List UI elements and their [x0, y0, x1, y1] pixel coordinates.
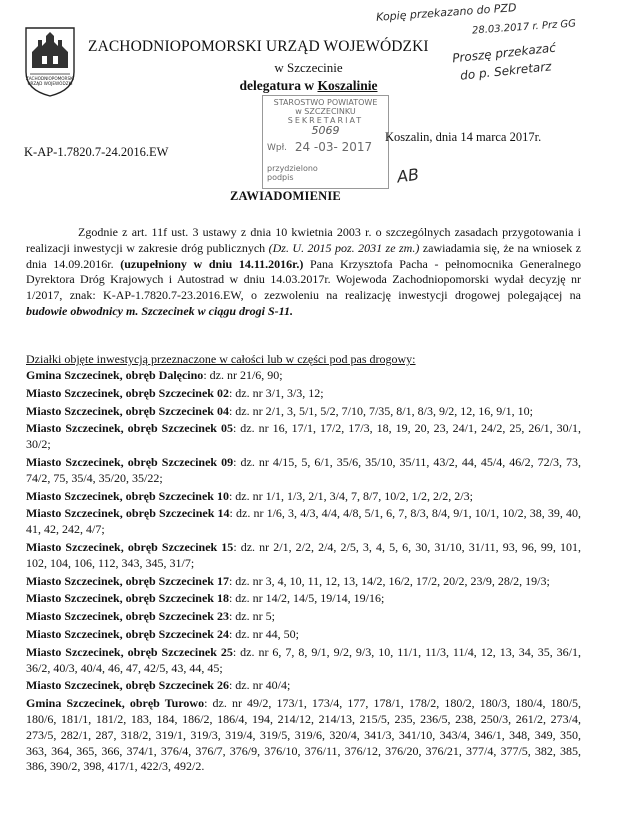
parcel-item [26, 386, 581, 402]
stamp-line-1: STAROSTWO POWIATOWE [273, 98, 378, 107]
body-supplement-date: (uzupełniony w dniu 14.11.2016r.) [120, 256, 304, 271]
body-text-1: Zgodnie z art. 11f ust. 3 ustawy z dnia 10 kwietnia 2003 r. o szczególnych zasadach przygotowania i realizacji inwestycji w zakresie dróg publicznych [26, 225, 581, 255]
parcel-item [26, 678, 581, 694]
parcel-item [26, 696, 581, 775]
parcel-numbers: : dz. nr 3/1, 3/3, 12; [228, 385, 324, 400]
parcel-numbers: : dz. nr 14/2, 14/5, 19/14, 19/16; [228, 591, 385, 606]
handwritten-note-3: Proszę przekazać [451, 40, 557, 66]
stamp-small-1: przydzielono [267, 164, 318, 173]
parcel-area-name: Miasto Szczecinek, obręb Szczecinek 24 [26, 626, 229, 641]
parcel-numbers: : dz. nr 44, 50; [228, 626, 299, 641]
office-name: ZACHODNIOPOMORSKI URZĄD WOJEWÓDZKI [88, 38, 429, 55]
parcel-area-name: Miasto Szczecinek, obręb Szczecinek 26 [26, 678, 229, 693]
parcel-area-name: Gmina Szczecinek, obręb Dalęcino [26, 368, 204, 382]
parcel-numbers: : dz. nr 40/4; [228, 678, 291, 693]
parcel-numbers: : dz. nr 49/2, 173/1, 173/4, 177, 178/1, 178/2, 180/2, 180/3, 180/4, 180/5, 180/6, 181/1, 181/2, 183, 184, 186/2, 186/4, 194, 214/12, 214/13, 215/5, 235, 236/5, 238, 250/3, 261/2, 273/4, 273/5, 282/1, 287, 318/2, 319/1, 319/3, 319/4, 319/5, 319/6, 320/4, 341/3, 341/10, 343/4, 346/1, 348, 349, 350, 363, 364, 365, 366, 374/1, 376/4, 376/7, 376/9, 376/10, 376/11, 376/12, 376/20, 376/21, 377/4, 377/5, 382, 385, 386, 390/2, 398, 417/1, 422/3, 492/2. [26, 696, 581, 774]
parcel-numbers: : dz. nr 1/6, 3, 4/3, 4/4, 4/8, 5/1, 6, 7, 8/3, 8/4, 9/1, 10/1, 10/2, 38, 39, 40, 41, 42, 242, 4/7; [26, 506, 582, 537]
parcel-numbers: : dz. nr 16, 17/1, 17/2, 17/3, 18, 19, 20, 23, 24/1, 24/2, 25, 26/1, 30/1, 30/2; [26, 421, 581, 452]
parcel-item [26, 404, 581, 420]
handwritten-note-2: 28.03.2017 r. Prz GG [471, 18, 577, 37]
parcel-area-name: Miasto Szczecinek, obręb Szczecinek 25 [26, 644, 233, 659]
body-legal-citation: (Dz. U. 2015 poz. 2031 ze zm.) [268, 240, 420, 255]
handwritten-note-4: do p. Sekretarz [459, 59, 553, 83]
logo-text-2: URZĄD WOJEWÓDZKI [27, 81, 73, 86]
notice-body [26, 225, 581, 320]
parcel-numbers: : dz. nr 6, 7, 8, 9/1, 9/2, 9/3, 10, 11/1, 11/3, 11/4, 12, 13, 34, 35, 36/1, 36/2, 40/3, 40/4, 46, 47, 42/5, 43, 44, 45; [26, 644, 581, 675]
parcel-area-name: Miasto Szczecinek, obręb Szczecinek 09 [26, 454, 234, 469]
notice-paragraph [26, 225, 581, 320]
document-date: Koszalin, dnia 14 marca 2017r. [385, 130, 542, 144]
parcel-area-name: Miasto Szczecinek, obręb Szczecinek 15 [26, 539, 234, 554]
branch-city: Koszalinie [317, 78, 378, 93]
parcel-area-name: Miasto Szczecinek, obręb Szczecinek 05 [26, 421, 233, 436]
parcel-area-name: Miasto Szczecinek, obręb Szczecinek 04 [26, 403, 229, 418]
parcel-area-name: Gmina Szczecinek, obręb Turowo [26, 696, 205, 711]
parcel-area-name: Miasto Szczecinek, obręb Szczecinek 17 [26, 573, 229, 588]
handwritten-initials: AB [395, 164, 421, 187]
parcel-item [26, 489, 581, 505]
branch-prefix: delegatura w [239, 78, 318, 93]
logo-text-1: ZACHODNIOPOMORSKI [25, 76, 75, 81]
parcel-item [26, 540, 581, 572]
body-investment-name: budowie obwodnicy m. Szczecinek w ciągu drogi S-11. [26, 303, 294, 318]
parcel-item [26, 627, 581, 643]
parcel-numbers: : dz. nr 21/6, 90; [203, 368, 283, 382]
parcel-item [26, 591, 581, 607]
parcel-numbers: : dz. nr 5; [228, 609, 275, 624]
stamp-small-2: podpis [267, 173, 294, 182]
stamp-received-date: 24 -03- 2017 [294, 140, 373, 154]
parcel-numbers: : dz. nr 2/1, 2/2, 2/4, 2/5, 3, 4, 5, 6, 30, 31/10, 31/11, 93, 96, 99, 101, 102, 104, 106, 112, 343, 345, 31/7; [26, 539, 582, 570]
parcel-area-name: Miasto Szczecinek, obręb Szczecinek 23 [26, 609, 229, 624]
stamp-number: 5069 [311, 124, 340, 137]
office-city: w Szczecinie [274, 60, 343, 75]
body-text-3: Pana Krzysztofa Pacha - pełnomocnika Generalnego Dyrektora Dróg Krajowych i Autostrad w dniu 14.03.2017r. Wojewoda Zachodniopomorski wydał decyzję nr 1/2017, znak: K-AP-1.7820.7-23.2016.EW, o zezwoleniu na realizację inwestycji drogowej polegającej na [26, 256, 582, 303]
parcel-numbers: : dz. nr 3, 4, 10, 11, 12, 13, 14/2, 16/2, 17/2, 20/2, 23/9, 28/2, 19/3; [228, 573, 550, 588]
parcel-area-name: Miasto Szczecinek, obręb Szczecinek 02 [26, 385, 229, 400]
parcel-item [26, 506, 581, 538]
parcel-area-name: Miasto Szczecinek, obręb Szczecinek 18 [26, 591, 229, 606]
parcels-heading: Działki objęte inwestycją przeznaczone w całości lub w części pod pas drogowy: [26, 352, 416, 366]
stamp-line-2: w SZCZECINKU [295, 107, 356, 116]
parcel-item [26, 574, 581, 590]
parcel-item [26, 368, 581, 384]
parcel-numbers: : dz. nr 1/1, 1/3, 2/1, 3/4, 7, 8/7, 10/2, 1/2, 2/2, 2/3; [228, 488, 473, 503]
parcel-item [26, 645, 581, 677]
parcel-area-name: Miasto Szczecinek, obręb Szczecinek 14 [26, 506, 230, 521]
office-branch [0, 78, 617, 94]
document-title: ZAWIADOMIENIE [230, 189, 341, 203]
parcel-item [26, 609, 581, 625]
stamp-line-3: SEKRETARIAT [287, 116, 364, 125]
parcel-numbers: : dz. nr 4/15, 5, 6/1, 35/6, 35/10, 35/11, 43/2, 44, 45/4, 46/2, 72/3, 73, 74/2, 75, 35/4, 35/20, 35/22; [26, 454, 582, 485]
case-reference: K-AP-1.7820.7-24.2016.EW [24, 145, 169, 159]
handwritten-note-1: Kopię przekazano do PZD [375, 1, 517, 24]
stamp-received-label: Wpł. [267, 143, 288, 153]
parcel-item [26, 455, 581, 487]
parcel-item [26, 421, 581, 453]
parcel-area-name: Miasto Szczecinek, obręb Szczecinek 10 [26, 488, 229, 503]
parcel-numbers: : dz. nr 2/1, 3, 5/1, 5/2, 7/10, 7/35, 8/1, 8/3, 9/2, 12, 16, 9/1, 10; [228, 403, 533, 418]
body-text-2: zawiadamia się, że na wniosek z dnia 14.09.2016r. [26, 240, 581, 271]
registry-stamp [262, 95, 389, 189]
parcels-list [26, 368, 581, 777]
